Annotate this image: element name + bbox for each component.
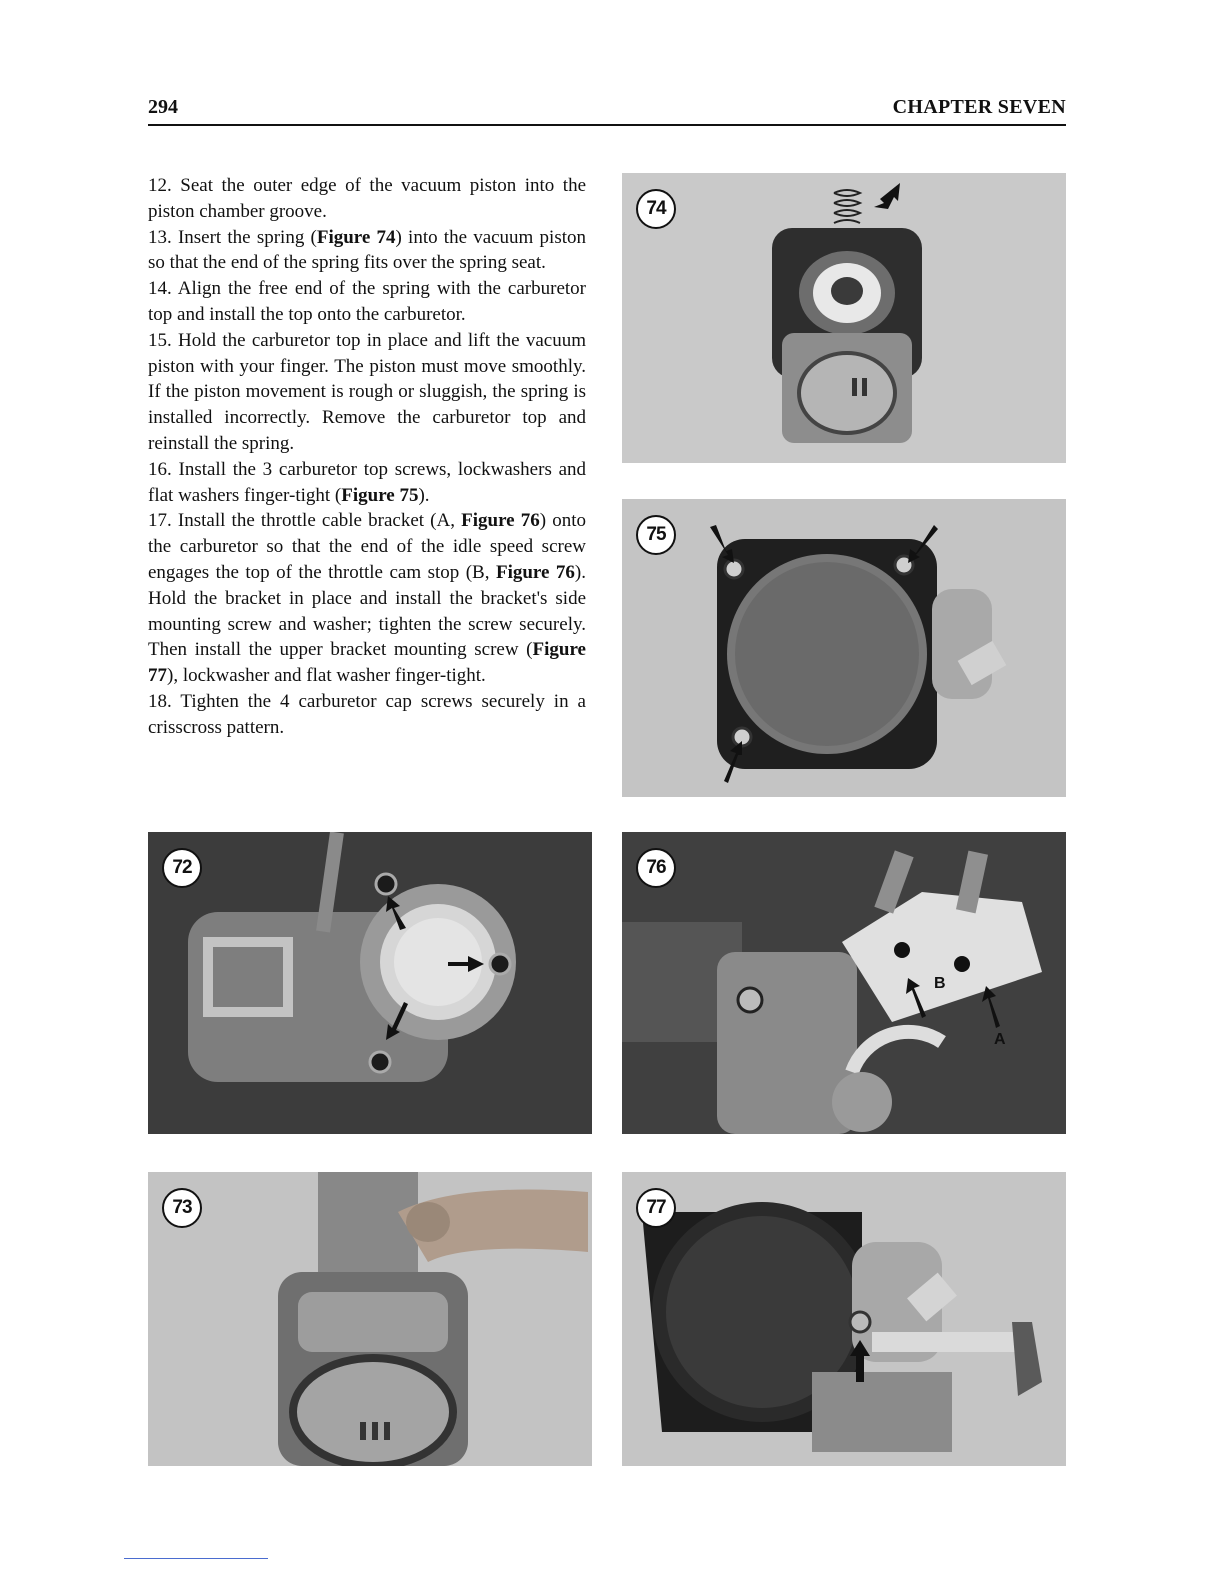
figure-75-photo <box>622 499 1066 797</box>
step-text: Install the 3 carburetor top screws, lockwashers and flat washers finger-tight ( <box>148 458 587 506</box>
header-rule <box>148 124 1066 126</box>
step-text: Tighten the 4 carburetor cap screws securely in a crisscross pattern. <box>148 690 586 738</box>
chapter-title: CHAPTER SEVEN <box>892 96 1066 118</box>
footer-link-underline <box>124 1558 268 1559</box>
carburetor-bottom-cover-illustration <box>148 832 592 1134</box>
figure-reference: Figure 76 <box>461 510 540 532</box>
step-17 <box>148 508 586 689</box>
step-13 <box>148 225 586 277</box>
step-15 <box>148 328 586 457</box>
step-14 <box>148 276 586 328</box>
step-text: ) into the vacuum piston so that the end of the spring fits over the spring seat. <box>148 226 586 274</box>
step-number: 17. <box>148 510 172 532</box>
step-number: 15. <box>148 329 172 351</box>
figure-74-photo <box>622 173 1066 463</box>
figure-76-label: 76 <box>636 848 676 888</box>
step-18 <box>148 689 586 741</box>
step-number: 13. <box>148 226 172 248</box>
figure-73-photo <box>148 1172 592 1466</box>
step-number: 12. <box>148 175 172 196</box>
figure-reference: Figure 77 <box>148 639 586 687</box>
carburetor-top-screws-illustration <box>622 499 1066 797</box>
instruction-steps <box>148 173 586 741</box>
figure-77-label: 77 <box>636 1188 676 1228</box>
vacuum-piston-check-illustration <box>148 1172 592 1466</box>
page-number: 294 <box>148 96 178 118</box>
figure-72-photo <box>148 832 592 1134</box>
page-header <box>148 96 1066 126</box>
step-12 <box>148 173 586 225</box>
step-text: ). Hold the bracket in place and install the bracket's side mounting screw and washer; tighten the screw securely. Then install the upper bracket mounting screw ( <box>148 561 586 661</box>
throttle-cable-bracket-illustration <box>622 832 1066 1134</box>
figure-73-label: 73 <box>162 1188 202 1228</box>
figure-72-label: 72 <box>162 848 202 888</box>
carburetor-spring-illustration <box>622 173 1066 463</box>
callout-a: A <box>994 1031 1006 1048</box>
figure-reference: Figure 74 <box>316 226 396 248</box>
step-text: Install the throttle cable bracket (A, <box>177 510 462 532</box>
step-number: 16. <box>148 458 172 480</box>
figure-77-photo <box>622 1172 1066 1466</box>
step-text: Hold the carburetor top in place and lift the vacuum piston with your finger. The piston must move smoothly. If the piston movement is rough or sluggish, the spring is installed incorrectly. Remove the carburetor top and reinstall the spring. <box>148 329 586 454</box>
figure-reference: Figure 76 <box>495 561 575 583</box>
step-text: ). <box>418 484 430 506</box>
upper-bracket-screw-illustration <box>622 1172 1066 1466</box>
figure-76-photo <box>622 832 1066 1134</box>
callout-b: B <box>934 975 946 992</box>
step-number: 18. <box>148 690 172 712</box>
figure-75-label: 75 <box>636 515 676 555</box>
step-text: Insert the spring ( <box>177 226 317 248</box>
figure-74-label: 74 <box>636 189 676 229</box>
step-text: ) onto the carburetor so that the end of the idle speed screw engages the top of the throttle cam stop (B, <box>148 510 586 583</box>
step-number: 14. <box>148 278 172 300</box>
step-text: Align the free end of the spring with the carburetor top and install the top onto the carburetor. <box>148 278 586 325</box>
step-text: Seat the outer edge of the vacuum piston into the piston chamber groove. <box>148 175 587 222</box>
figure-reference: Figure 75 <box>341 484 419 506</box>
step-16 <box>148 457 586 509</box>
step-text: ), lockwasher and flat washer finger-tight. <box>167 665 486 687</box>
